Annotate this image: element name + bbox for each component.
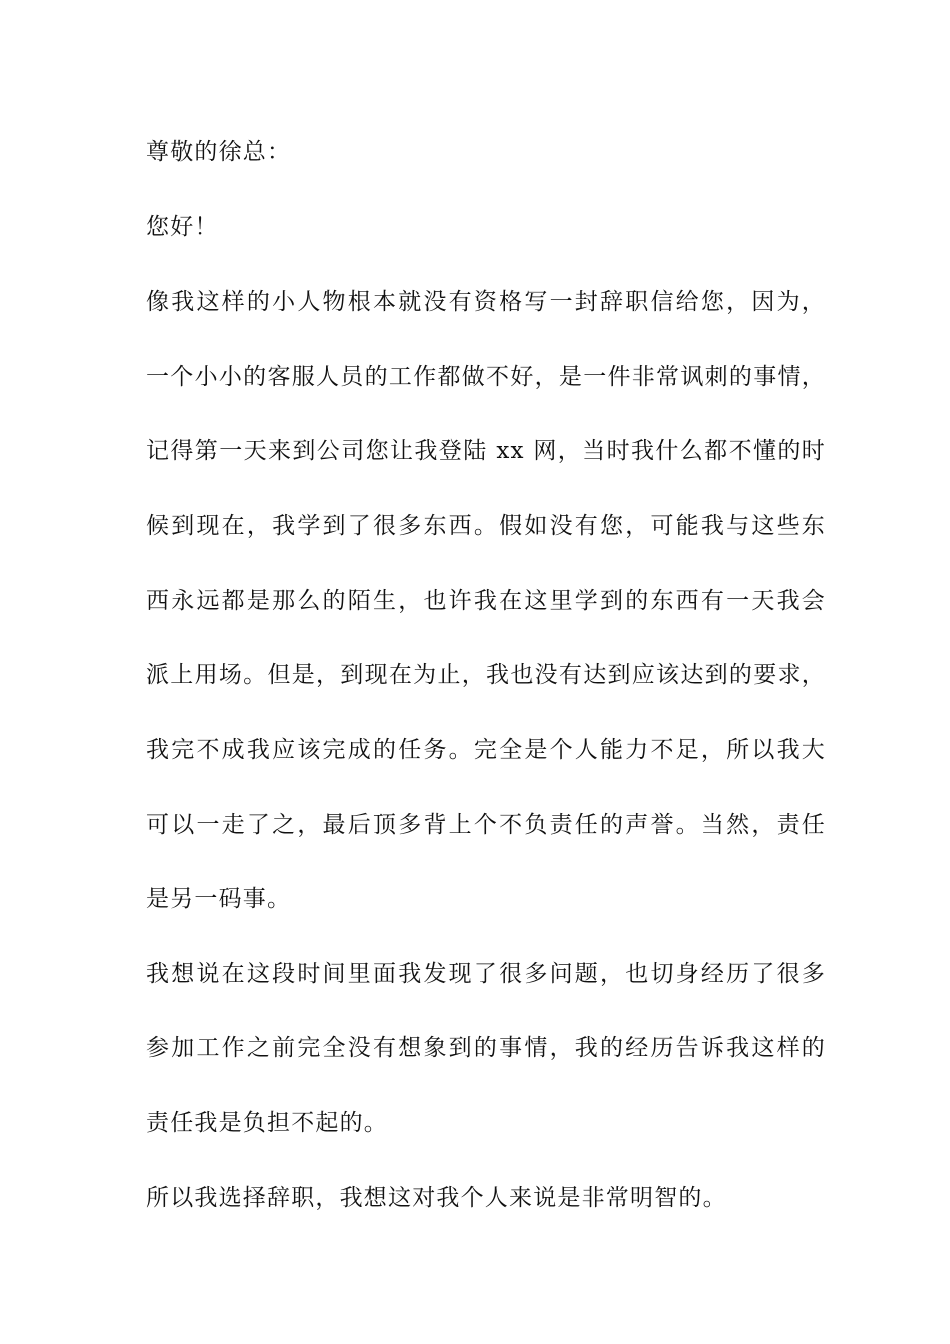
body-line: 西永远都是那么的陌生，也许我在这里学到的东西有一天我会	[146, 588, 826, 614]
body-line: 记得第一天来到公司您让我登陆 xx 网，当时我什么都不懂的时	[146, 438, 826, 464]
body-line: 责任我是负担不起的。	[146, 1110, 388, 1136]
salutation: 尊敬的徐总：	[146, 139, 292, 165]
body-line: 我完不成我应该完成的任务。完全是个人能力不足，所以我大	[146, 737, 826, 763]
body-line: 所以我选择辞职，我想这对我个人来说是非常明智的。	[146, 1185, 727, 1211]
body-line: 参加工作之前完全没有想象到的事情，我的经历告诉我这样的	[146, 1035, 826, 1061]
greeting: 您好！	[146, 214, 219, 240]
body-line: 我想说在这段时间里面我发现了很多问题，也切身经历了很多	[146, 961, 826, 987]
body-line: 可以一走了之，最后顶多背上个不负责任的声誉。当然，责任	[146, 812, 826, 838]
body-line: 派上用场。但是，到现在为止，我也没有达到应该达到的要求，	[146, 662, 826, 688]
body-line: 一个小小的客服人员的工作都做不好，是一件非常讽刺的事情，	[146, 364, 826, 390]
body-line: 候到现在，我学到了很多东西。假如没有您，可能我与这些东	[146, 513, 826, 539]
body-line: 是另一码事。	[146, 886, 292, 912]
body-line: 像我这样的小人物根本就没有资格写一封辞职信给您，因为，	[146, 289, 826, 315]
